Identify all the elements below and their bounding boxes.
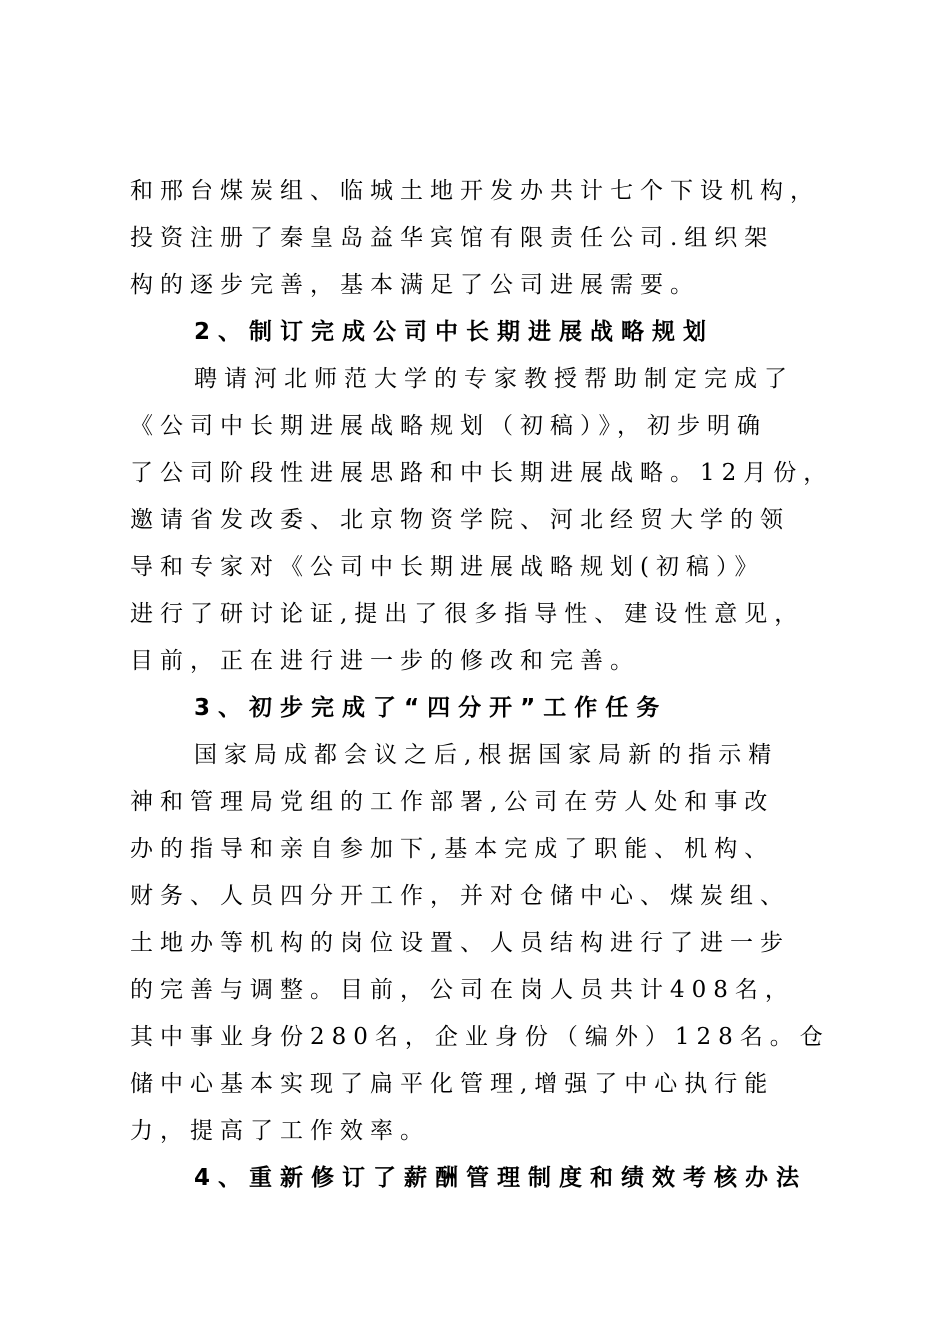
paragraph-line: 《公司中长期进展战略规划（初稿）》，初步明确 — [130, 413, 767, 439]
paragraph-line: 办的指导和亲自参加下,基本完成了职能、机构、 — [130, 836, 775, 862]
paragraph-line: 力，提高了工作效率。 — [130, 1118, 430, 1144]
section-heading-3: 3、初步完成了“四分开”工作任务 — [194, 695, 668, 721]
paragraph-line: 邀请省发改委、北京物资学院、河北经贸大学的领 — [130, 507, 790, 533]
paragraph-line: 了公司阶段性进展思路和中长期进展战略。12月份， — [130, 460, 834, 486]
section-heading-2: 2、制订完成公司中长期进展战略规划 — [194, 319, 715, 345]
paragraph-line: 国家局成都会议之后,根据国家局新的指示精 — [194, 742, 779, 768]
paragraph-line: 投资注册了秦皇岛益华宾馆有限责任公司.组织架 — [130, 225, 775, 251]
paragraph-line: 的完善与调整。目前，公司在岗人员共计408名， — [130, 977, 795, 1003]
paragraph-line: 土地办等机构的岗位设置、人员结构进行了进一步 — [130, 930, 790, 956]
paragraph-line: 储中心基本实现了扁平化管理,增强了中心执行能 — [130, 1071, 775, 1097]
paragraph-line: 构的逐步完善，基本满足了公司进展需要。 — [130, 272, 700, 298]
paragraph-line: 其中事业身份280名，企业身份（编外）128名。仓 — [130, 1024, 830, 1050]
paragraph-line: 财务、人员四分开工作，并对仓储中心、煤炭组、 — [130, 883, 790, 909]
paragraph-line: 导和专家对《公司中长期进展战略规划(初稿）》 — [130, 554, 765, 580]
paragraph-line: 目前，正在进行进一步的修改和完善。 — [130, 648, 640, 674]
paragraph-line: 聘请河北师范大学的专家教授帮助制定完成了 — [194, 366, 794, 392]
section-heading-4: 4、重新修订了薪酬管理制度和绩效考核办法 — [194, 1165, 808, 1191]
paragraph-line: 进行了研讨论证,提出了很多指导性、建设性意见， — [130, 601, 805, 627]
paragraph-line: 和邢台煤炭组、临城土地开发办共计七个下设机构， — [130, 178, 820, 204]
paragraph-line: 神和管理局党组的工作部署,公司在劳人处和事改 — [130, 789, 775, 815]
